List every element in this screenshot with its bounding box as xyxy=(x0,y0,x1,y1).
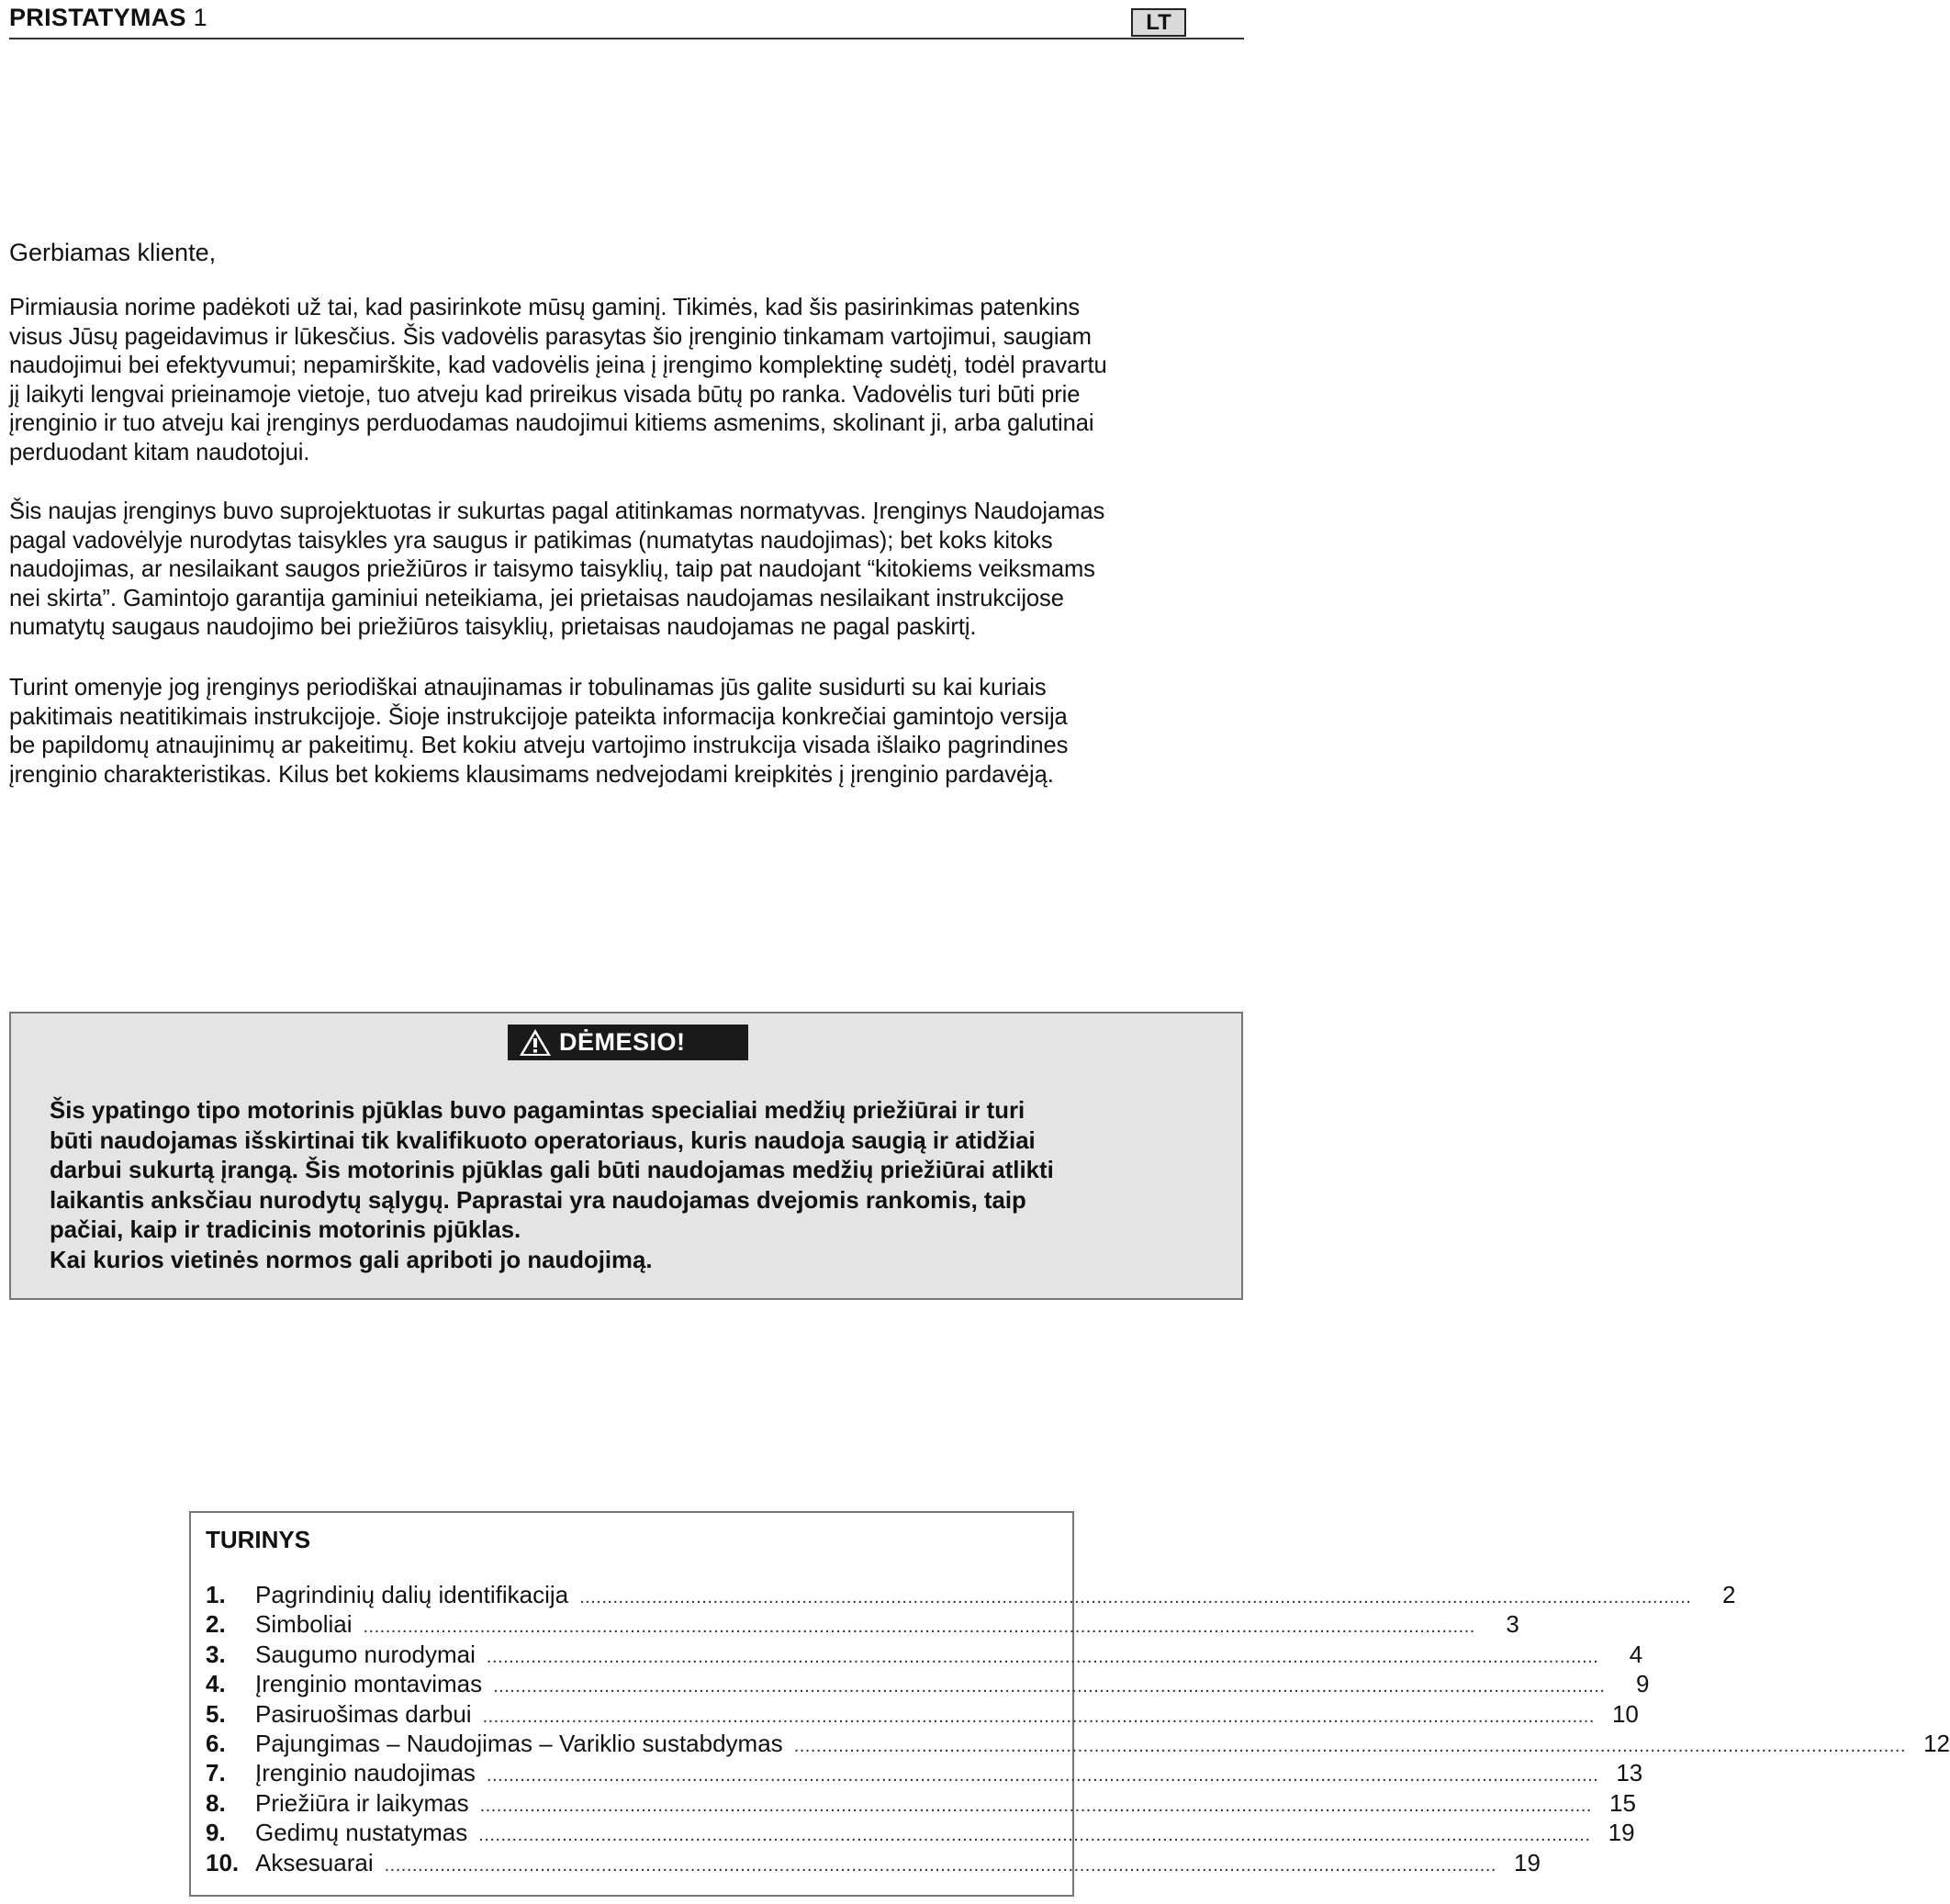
toc-item[interactable] xyxy=(206,1610,1519,1640)
toc-item-number: 7. xyxy=(206,1759,226,1787)
toc-item-number: 9. xyxy=(206,1819,226,1847)
toc-item-page: 19 xyxy=(1514,1848,1541,1876)
toc-item-label: Gedimų nustatymas xyxy=(255,1819,468,1847)
toc-item[interactable] xyxy=(206,1729,1950,1759)
toc-title: TURINYS xyxy=(206,1526,311,1553)
toc-item-page: 10 xyxy=(1611,1699,1639,1728)
toc-item[interactable] xyxy=(206,1848,1541,1878)
toc-item-page: 13 xyxy=(1616,1759,1643,1787)
toc-leader-dots: ........................................................................................................................................................................................................ xyxy=(486,1765,1599,1786)
toc-leader-dots: ........................................................................................................................................................................................................ xyxy=(384,1854,1496,1876)
toc-item-label: Pagrindinių dalių identifikacija xyxy=(255,1581,569,1608)
language-badge: LT xyxy=(1131,8,1186,37)
toc-item-number: 1. xyxy=(206,1581,226,1608)
toc-item-page: 9 xyxy=(1635,1670,1650,1698)
toc-item[interactable] xyxy=(206,1819,1635,1848)
toc-item-number: 10. xyxy=(206,1848,240,1876)
toc-item-label: Simboliai xyxy=(255,1610,353,1639)
toc-item-number: 5. xyxy=(206,1699,226,1728)
warning-text: Šis ypatingo tipo motorinis pjūklas buvo pagamintas specialiai medžių priežiūrai ir turi būti naudojamas išskirtinai tik kvalifikuoto operatoriaus, kuris naudoja saugią ir atidžiai darbui sukurtą įrangą. Šis motorinis pjūklas gali būti naudojamas medžių priežiūrai atlikti laikantis anksčiau nurodytų sąlygų. Paprastai yra naudojamas dvejomis rankomis, taip pačiai, kaip ir tradicinis motorinis pjūklas. Kai kurios vietinės normos gali apriboti jo naudojimą. xyxy=(50,1098,1054,1273)
toc-item-label: Aksesuarai xyxy=(255,1848,374,1876)
section-title: PRISTATYMAS xyxy=(9,4,186,31)
toc-item[interactable] xyxy=(206,1640,1643,1670)
toc-item-number: 6. xyxy=(206,1729,226,1757)
warning-label-text: DĖMESIO! xyxy=(559,1028,686,1056)
toc-item-page: 15 xyxy=(1609,1788,1636,1817)
toc-item-page: 4 xyxy=(1629,1640,1643,1668)
toc-item-number: 8. xyxy=(206,1788,226,1817)
toc-leader-dots: ........................................................................................................................................................................................................ xyxy=(486,1646,1599,1667)
toc-item[interactable] xyxy=(206,1759,1643,1788)
intro-paragraph-1: Pirmiausia norime padėkoti už tai, kad pasirinkote mūsų gaminį. Tikimės, kad šis pasirinkimas patenkins visus Jūsų pageidavimus ir lūkesčius. Šis vadovėlis parasytas šio įrenginio tinkamam vartojimui, saugiam naudojimui bei efektyvumui; nepamirškite, kad vadovėlis įeina į įrengimo komplektinę sudėtį, todėl pravartu jį laikyti lengvai prieinamoje vietoje, tuo atveju kad prireikus visada būtų po ranka. Vadovėlis turi būti prie įrenginio ir tuo atveju kai įrenginys perduodamas naudojimui kitiems asmenims, skolinant ji, arba galutinai perduodant kitam naudotojui. xyxy=(9,295,1107,465)
toc-leader-dots: ........................................................................................................................................................................................................ xyxy=(493,1676,1606,1697)
toc-leader-dots: ........................................................................................................................................................................................................ xyxy=(478,1825,1591,1846)
header-divider xyxy=(9,38,1244,39)
toc-item-label: Pasiruošimas darbui xyxy=(255,1699,472,1728)
toc-item-label: Įrenginio naudojimas xyxy=(255,1759,476,1787)
page-title xyxy=(9,4,207,32)
toc-leader-dots: ........................................................................................................................................................................................................ xyxy=(793,1735,1907,1756)
section-number: 1 xyxy=(193,4,207,31)
toc-item-page: 12 xyxy=(1923,1729,1950,1757)
toc-item-number: 2. xyxy=(206,1610,226,1639)
toc-item[interactable] xyxy=(206,1581,1736,1610)
toc-item-label: Saugumo nurodymai xyxy=(255,1640,476,1668)
warning-box xyxy=(9,1012,1243,1300)
toc-item-number: 4. xyxy=(206,1670,226,1698)
warning-triangle-icon xyxy=(519,1028,552,1057)
toc-item-label: Pajungimas – Naudojimas – Variklio sustabdymas xyxy=(255,1729,783,1757)
greeting: Gerbiamas kliente, xyxy=(9,239,217,266)
toc-item-label: Įrenginio montavimas xyxy=(255,1670,483,1698)
toc-leader-dots: ........................................................................................................................................................................................................ xyxy=(482,1706,1595,1727)
toc-item-page: 19 xyxy=(1608,1819,1635,1847)
toc-item-number: 3. xyxy=(206,1640,226,1668)
toc-leader-dots: ........................................................................................................................................................................................................ xyxy=(479,1795,1592,1816)
toc-item-page: 2 xyxy=(1721,1581,1736,1608)
warning-label xyxy=(508,1025,748,1060)
intro-paragraph-3: Turint omenyje jog įrenginys periodiškai atnaujinamas ir tobulinamas jūs galite susidurti su kai kuriais pakitimais neatitikimais instrukcijoje. Šioje instrukcijoje pateikta informacija konkrečiai gamintojo versija be papildomų atnaujinimų ar pakeitimų. Bet kokiu atveju vartojimo instrukcija visada išlaiko pagrindines įrenginio charakteristikas. Kilus bet kokiems klausimams nedvejodami kreipkitės į įrenginio pardavėją. xyxy=(9,675,1069,788)
toc-leader-dots: ........................................................................................................................................................................................................ xyxy=(579,1587,1692,1607)
toc-item[interactable] xyxy=(206,1670,1650,1699)
toc-item-label: Priežiūra ir laikymas xyxy=(255,1788,469,1817)
intro-paragraph-2: Šis naujas įrenginys buvo suprojektuotas ir sukurtas pagal atitinkamas normatyvas. Įrenginys Naudojamas pagal vadovėlyje nurodytas taisykles yra saugus ir patikimas (numatytas naudojimas); bet koks kitoks naudojimas, ar nesilaikant saugos priežiūros ir taisymo taisyklių, taip pat naudojant “kitokiems veiksmams nei skirta”. Gamintojo garantija gaminiui neteikiama, jei prietaisas naudojamas nesilaikant instrukcijose numatytų saugaus naudojimo bei priežiūros taisyklių, prietaisas naudojamas ne pagal paskirtį. xyxy=(9,498,1105,640)
toc-item-page: 3 xyxy=(1506,1610,1519,1639)
toc-leader-dots: ........................................................................................................................................................................................................ xyxy=(363,1617,1475,1638)
table-of-contents xyxy=(189,1511,1950,1897)
toc-item[interactable] xyxy=(206,1699,1639,1730)
toc-item[interactable] xyxy=(206,1788,1636,1819)
toc-list xyxy=(206,1581,1950,1878)
